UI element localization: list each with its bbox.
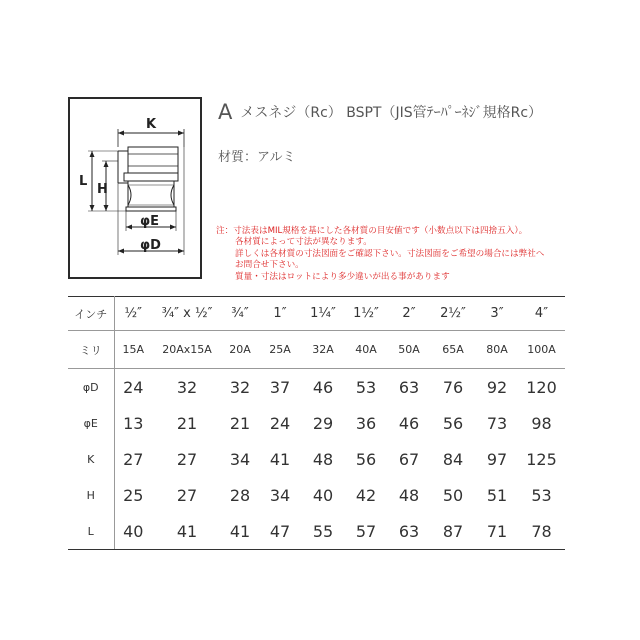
table-cell: 67 xyxy=(398,449,420,469)
table-cell: 73 xyxy=(486,413,508,433)
table-cell: 40 xyxy=(114,513,152,550)
mm-size-cell: 20Ax15A xyxy=(152,331,222,369)
row-label-phi-d: φD xyxy=(68,369,114,406)
table-cell: 24 xyxy=(269,413,291,433)
table-cell: 37 xyxy=(269,377,291,397)
row-label-k: K xyxy=(68,441,114,477)
table-cell: 87 xyxy=(430,513,476,550)
dimension-diagram xyxy=(68,97,202,279)
table-cell: 27 xyxy=(176,485,198,505)
table-cell: 42 xyxy=(355,485,377,505)
type-letter: A xyxy=(218,100,233,124)
note-line: 質量・寸法はロットにより多少違いが出る事があります xyxy=(235,271,450,282)
mm-size-cell: 32A xyxy=(302,331,344,369)
mm-size-cell: 65A xyxy=(430,331,476,369)
table-row xyxy=(68,405,565,441)
table-cell: 29 xyxy=(312,413,334,433)
table-cell: 40 xyxy=(312,485,334,505)
table-cell: 53 xyxy=(531,485,552,505)
table-cell: 125 xyxy=(526,449,557,469)
note-line: 詳しくは各材質の寸法図面をご確認下さい。寸法図面をご希望の場合には弊社へ xyxy=(235,248,545,259)
table-cell: 63 xyxy=(398,377,420,397)
table-cell: 50 xyxy=(442,485,464,505)
note-line: 注：寸法表はMIL規格を基にした各材質の目安値です（小数点以下は四捨五入）。 xyxy=(216,226,528,236)
notes-block xyxy=(216,226,544,283)
dim-h-label: H xyxy=(97,182,108,197)
table-cell: 57 xyxy=(344,513,388,550)
inch-size-cell: 2½″ xyxy=(430,297,476,331)
row-label-l: L xyxy=(68,513,114,550)
table-row xyxy=(68,477,565,513)
table-cell: 41 xyxy=(222,513,258,550)
table-cell: 51 xyxy=(486,485,508,505)
mm-size-row xyxy=(68,331,565,369)
table-row xyxy=(68,513,565,550)
table-cell: 41 xyxy=(152,513,222,550)
table-cell: 46 xyxy=(398,413,420,433)
note-line: お問合せ下さい。 xyxy=(235,260,304,271)
table-cell: 32 xyxy=(176,377,198,397)
coupler-drawing-icon xyxy=(70,99,204,281)
mm-size-cell: 20A xyxy=(222,331,258,369)
table-cell: 27 xyxy=(176,449,198,469)
inch-size-cell: 4″ xyxy=(518,297,565,331)
note-line: 各材質によって寸法が異なります。 xyxy=(235,237,372,248)
mm-size-cell: 15A xyxy=(114,331,152,369)
dim-phi-d-label: φD xyxy=(140,238,161,253)
table-cell: 41 xyxy=(269,449,291,469)
table-cell: 21 xyxy=(229,413,251,433)
table-cell: 48 xyxy=(312,449,334,469)
table-cell: 47 xyxy=(258,513,302,550)
table-cell: 97 xyxy=(486,449,508,469)
table-cell: 78 xyxy=(518,513,565,550)
table-cell: 24 xyxy=(123,377,144,397)
dim-k-label: K xyxy=(146,117,157,132)
table-cell: 27 xyxy=(123,449,144,469)
table-cell: 71 xyxy=(476,513,518,550)
table-cell: 63 xyxy=(388,513,430,550)
table-cell: 120 xyxy=(526,377,557,397)
table-cell: 76 xyxy=(442,377,464,397)
product-title xyxy=(218,100,542,124)
mm-row-label: ミリ xyxy=(68,331,114,369)
table-cell: 25 xyxy=(123,485,144,505)
table-cell: 34 xyxy=(229,449,251,469)
dimension-table xyxy=(68,296,565,550)
row-label-h: H xyxy=(68,477,114,513)
table-cell: 34 xyxy=(269,485,291,505)
inch-size-cell: 1½″ xyxy=(344,297,388,331)
table-cell: 28 xyxy=(229,485,251,505)
row-label-phi-e: φE xyxy=(68,405,114,441)
table-cell: 84 xyxy=(442,449,464,469)
inch-size-row xyxy=(68,297,565,331)
inch-size-cell: ¾″ xyxy=(222,297,258,331)
table-cell: 53 xyxy=(355,377,377,397)
thread-spec: メスネジ（Rc） BSPT（JIS管ﾃｰﾊﾟｰﾈｼﾞ規格Rc） xyxy=(240,105,543,121)
table-cell: 32 xyxy=(229,377,251,397)
inch-size-cell: 1″ xyxy=(258,297,302,331)
table-cell: 13 xyxy=(123,413,144,433)
table-cell: 98 xyxy=(531,413,552,433)
mm-size-cell: 50A xyxy=(388,331,430,369)
table-cell: 56 xyxy=(442,413,464,433)
table-cell: 36 xyxy=(355,413,377,433)
table-cell: 56 xyxy=(355,449,377,469)
table-cell: 48 xyxy=(398,485,420,505)
table-cell: 21 xyxy=(176,413,198,433)
inch-size-cell: ¾″ x ½″ xyxy=(152,297,222,331)
inch-row-label: インチ xyxy=(68,297,114,331)
mm-size-cell: 100A xyxy=(518,331,565,369)
table-row xyxy=(68,441,565,477)
table-row xyxy=(68,369,565,406)
inch-size-cell: ½″ xyxy=(114,297,152,331)
table-cell: 55 xyxy=(302,513,344,550)
mm-size-cell: 40A xyxy=(344,331,388,369)
mm-size-cell: 25A xyxy=(258,331,302,369)
table-cell: 46 xyxy=(312,377,334,397)
material-label: 材質：アルミ xyxy=(218,150,296,165)
inch-size-cell: 3″ xyxy=(476,297,518,331)
table-cell: 92 xyxy=(486,377,508,397)
inch-size-cell: 1¼″ xyxy=(302,297,344,331)
mm-size-cell: 80A xyxy=(476,331,518,369)
dim-phi-e-label: φE xyxy=(140,214,160,229)
inch-size-cell: 2″ xyxy=(388,297,430,331)
dim-l-label: L xyxy=(79,174,88,189)
